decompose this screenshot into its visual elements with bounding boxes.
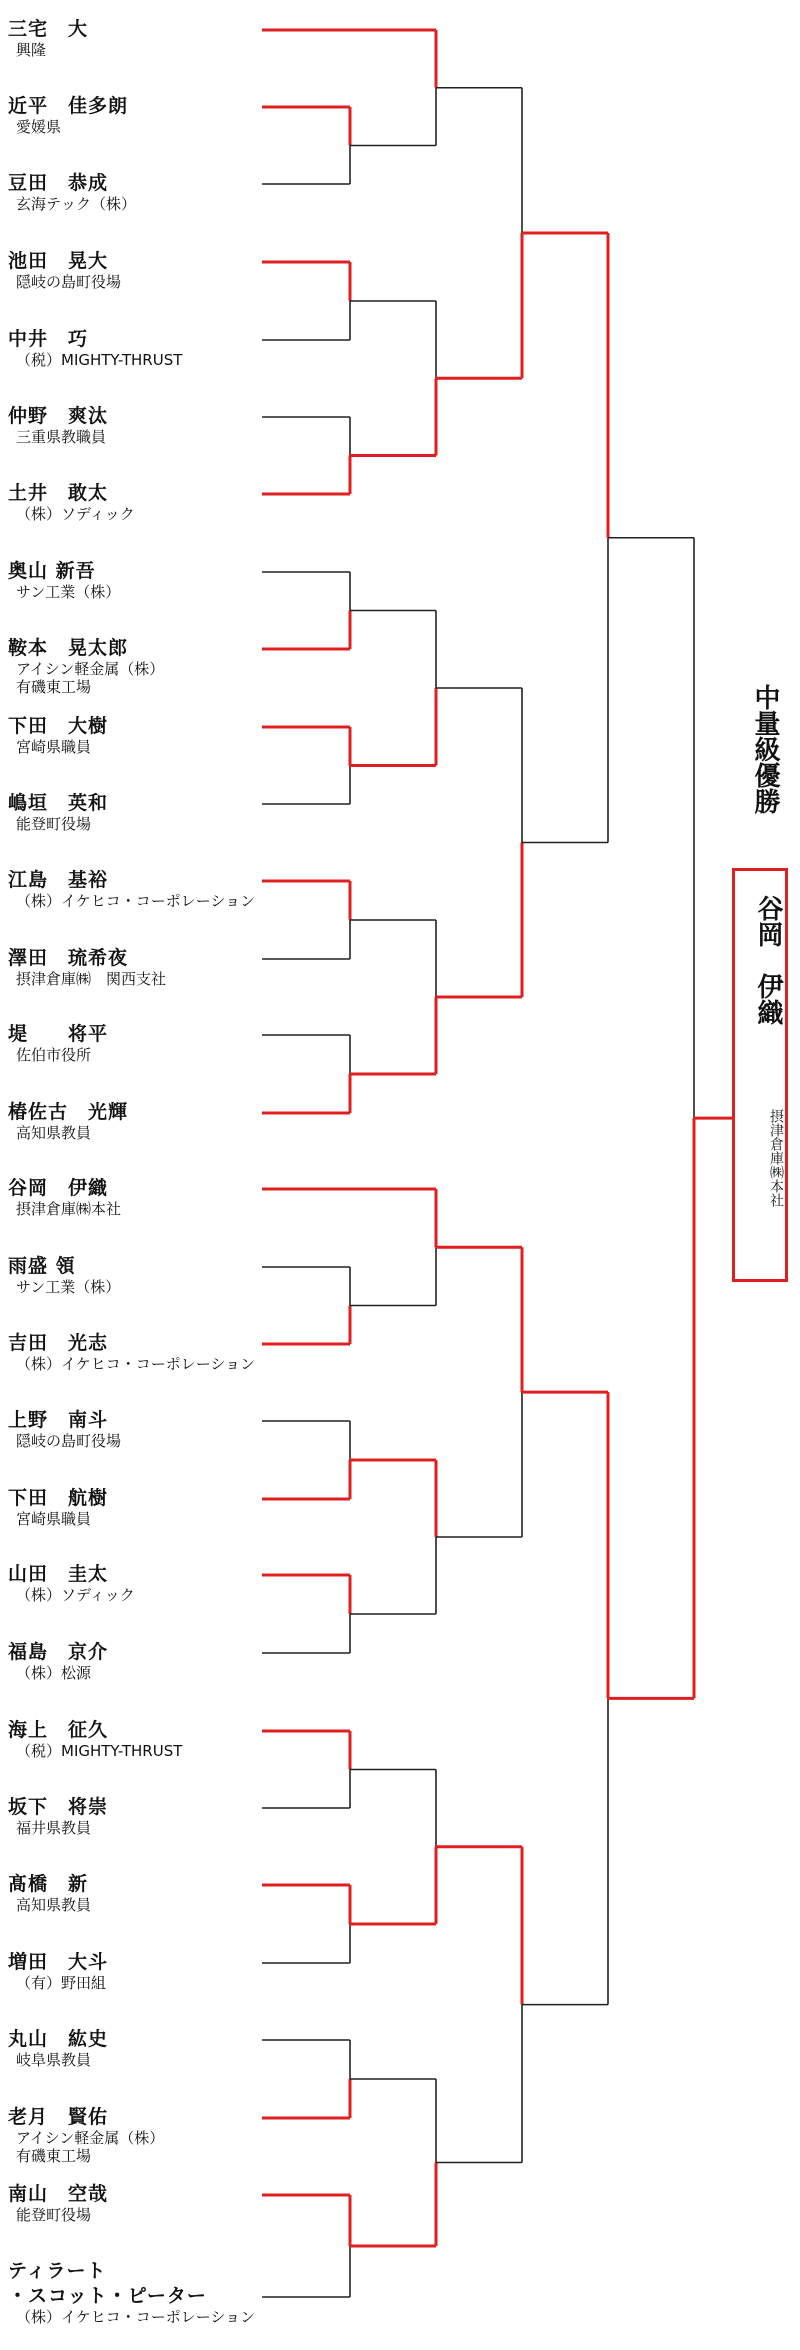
- player-entry: [8, 792, 270, 833]
- player-affiliation: （株）松源: [16, 1664, 92, 1682]
- player-entry: [8, 1409, 270, 1450]
- player-entry: [8, 2260, 270, 2283]
- player-affiliation: 宮崎県職員: [16, 738, 92, 756]
- player-affiliation: サン工業（株）: [16, 1278, 121, 1296]
- player-affiliation: 愛媛県: [16, 118, 62, 136]
- player-entry: [8, 1255, 270, 1296]
- player-affiliation: 佐伯市役所: [16, 1046, 92, 1064]
- player-entry: [8, 1719, 270, 1760]
- player-name: 下田 航樹: [8, 1487, 109, 1509]
- player-name: 奥山 新吾: [8, 560, 96, 582]
- player-entry: [8, 2028, 270, 2069]
- player-entry: [8, 947, 270, 988]
- player-name: 南山 空哉: [8, 2183, 109, 2205]
- player-entry: [8, 1023, 270, 1064]
- player-affiliation: 有磯東工場: [16, 678, 92, 696]
- player-entry: [8, 250, 270, 291]
- player-affiliation: 宮崎県職員: [16, 1510, 92, 1528]
- player-entry: [8, 405, 270, 446]
- player-affiliation: 能登町役場: [16, 815, 92, 833]
- player-affiliation: 三重県教職員: [16, 428, 107, 446]
- player-name: 坂下 将崇: [8, 1796, 109, 1818]
- player-name: 丸山 紘史: [8, 2028, 109, 2050]
- player-entry: [8, 1563, 270, 1604]
- champion-name: 谷岡 伊織: [753, 895, 783, 1025]
- player-affiliation: （株）イケヒコ・コーポレーション: [16, 892, 256, 910]
- player-name: 椿佐古 光輝: [8, 1101, 129, 1123]
- player-entry: [8, 1796, 270, 1837]
- player-affiliation: （税）MIGHTY-THRUST: [16, 351, 183, 369]
- player-affiliation: 玄海テック（株）: [16, 195, 137, 213]
- player-name: 仲野 爽汰: [8, 405, 109, 427]
- player-entry: [8, 172, 270, 213]
- player-affiliation: （有）野田組: [16, 1974, 107, 1992]
- player-name: 福島 京介: [8, 1641, 109, 1663]
- player-name: 谷岡 伊織: [8, 1177, 109, 1199]
- player-entry: [8, 715, 270, 756]
- player-affiliation: 高知県教員: [16, 1896, 92, 1914]
- player-entry: [8, 1487, 270, 1528]
- player-affiliation: 福井県教員: [16, 1819, 92, 1837]
- player-entry: [8, 560, 270, 601]
- player-name: 上野 南斗: [8, 1409, 109, 1431]
- player-entry: [8, 869, 270, 910]
- player-entry: [8, 18, 270, 59]
- player-name: ティラート: [8, 2260, 107, 2282]
- player-entry: [8, 328, 270, 369]
- player-name: 江島 基裕: [8, 869, 109, 891]
- player-entry: [8, 1332, 270, 1373]
- player-affiliation: アイシン軽金属（株）: [16, 660, 165, 678]
- player-name: 近平 佳多朗: [8, 95, 129, 117]
- player-name: 堤 将平: [8, 1023, 109, 1045]
- player-entry: [8, 2183, 270, 2224]
- player-affiliation: アイシン軽金属（株）: [16, 2129, 165, 2147]
- player-affiliation: （株）イケヒコ・コーポレーション: [16, 2308, 256, 2326]
- player-entry: [8, 1873, 270, 1914]
- player-affiliation: 能登町役場: [16, 2206, 92, 2224]
- player-name: ・スコット・ピーター: [8, 2285, 207, 2307]
- player-affiliation: 岐阜県教員: [16, 2051, 92, 2069]
- player-entry: [8, 637, 270, 696]
- player-name: 吉田 光志: [8, 1332, 109, 1354]
- champion-affiliation: 摂津倉庫㈱本社: [768, 1109, 784, 1207]
- champion-title: 中量級優勝: [750, 684, 780, 814]
- player-name: 老月 賢佑: [8, 2106, 109, 2128]
- player-name: 澤田 琉希夜: [8, 947, 129, 969]
- player-name: 海上 征久: [8, 1719, 109, 1741]
- player-entry: [8, 1641, 270, 1682]
- player-affiliation: 摂津倉庫㈱本社: [16, 1200, 122, 1218]
- player-affiliation: （株）ソディック: [16, 1586, 135, 1604]
- player-affiliation: 隠岐の島町役場: [16, 273, 122, 291]
- player-name: 三宅 大: [8, 18, 89, 40]
- player-affiliation: サン工業（株）: [16, 583, 121, 601]
- player-name: 増田 大斗: [8, 1951, 109, 1973]
- player-affiliation: 興隆: [16, 41, 47, 59]
- player-affiliation: （株）イケヒコ・コーポレーション: [16, 1355, 256, 1373]
- player-entry: [8, 482, 270, 523]
- player-entry: [8, 1951, 270, 1992]
- player-name: 中井 巧: [8, 328, 89, 350]
- player-affiliation: 有磯東工場: [16, 2147, 92, 2165]
- player-name: 池田 晃大: [8, 250, 109, 272]
- player-affiliation: 隠岐の島町役場: [16, 1432, 122, 1450]
- player-name: 髙橋 新: [8, 1873, 89, 1895]
- player-name: 嶋垣 英和: [8, 792, 109, 814]
- player-affiliation: 摂津倉庫㈱ 関西支社: [16, 970, 167, 988]
- player-name: 豆田 恭成: [8, 172, 109, 194]
- champion-box: [732, 868, 788, 1282]
- player-entry: [8, 1177, 270, 1218]
- player-entry: [8, 95, 270, 136]
- player-affiliation: 高知県教員: [16, 1124, 92, 1142]
- player-name: 鞍本 晃太郎: [8, 637, 129, 659]
- player-affiliation: （税）MIGHTY-THRUST: [16, 1742, 183, 1760]
- player-entry: [8, 2285, 270, 2326]
- player-name: 土井 敢太: [8, 482, 109, 504]
- player-affiliation: （株）ソディック: [16, 505, 135, 523]
- player-name: 雨盛 領: [8, 1255, 76, 1277]
- player-entry: [8, 1101, 270, 1142]
- player-name: 下田 大樹: [8, 715, 109, 737]
- player-entry: [8, 2106, 270, 2165]
- player-name: 山田 圭太: [8, 1563, 109, 1585]
